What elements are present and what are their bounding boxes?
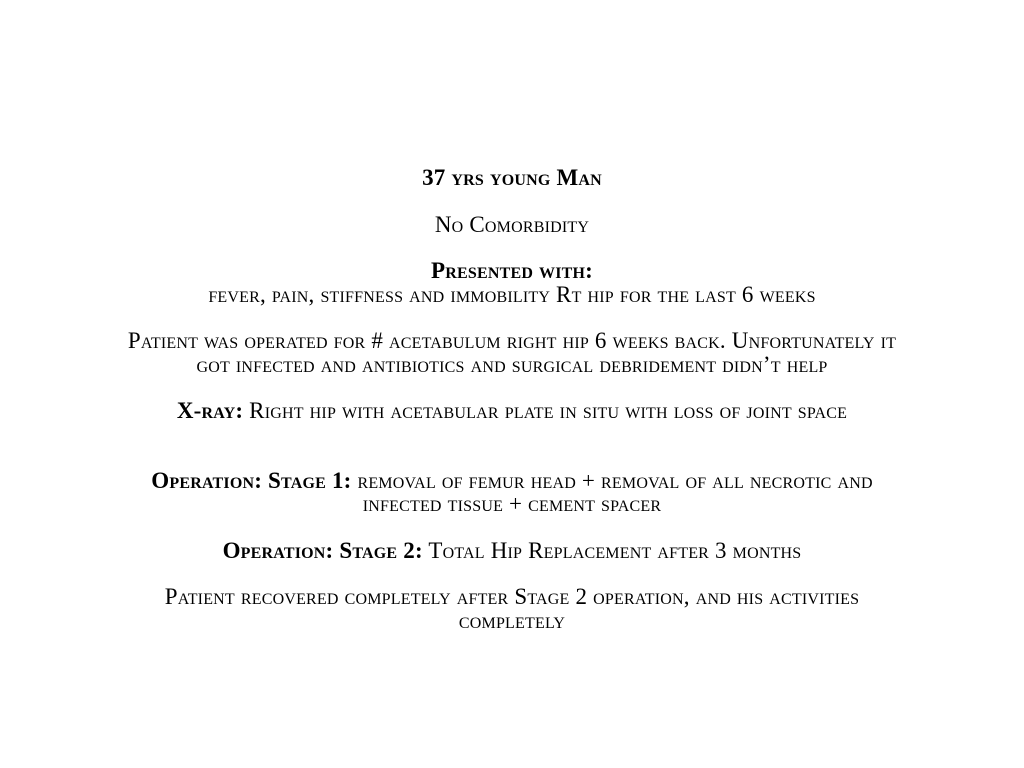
spacer xyxy=(40,236,984,259)
presented-heading: Presented with: xyxy=(430,258,594,283)
spacer xyxy=(40,423,984,469)
history-line-2: got infected and antibiotics and surgical debridement didn’t help xyxy=(196,351,828,377)
history-line-1: Patient was operated for # acetabulum right hip 6 weeks back. Unfortunately it xyxy=(127,328,897,353)
spacer xyxy=(40,562,984,585)
slide-content xyxy=(40,166,984,632)
stage2-label: Operation: Stage 2: xyxy=(222,537,423,563)
slide xyxy=(40,0,984,768)
outcome-line-1: Patient recovered completely after Stage 2 operation, and his activities xyxy=(164,584,860,609)
outcome-line-2: completely xyxy=(458,607,566,633)
comorbidity-text: No Comorbidity xyxy=(434,211,590,237)
patient-title: 37 yrs young Man xyxy=(422,165,602,190)
xray-text: Right hip with acetabular plate in situ with loss of joint space xyxy=(243,398,848,423)
stage1-label: Operation: Stage 1: xyxy=(151,467,352,493)
xray-label: X-ray: xyxy=(176,398,244,423)
spacer xyxy=(40,376,984,399)
spacer xyxy=(40,190,984,213)
stage1-text-line-2: infected tissue + cement spacer xyxy=(362,491,662,516)
xray-paragraph xyxy=(40,399,984,423)
stage2-paragraph xyxy=(40,539,984,563)
spacer xyxy=(40,306,984,329)
stage1-paragraph xyxy=(40,469,984,493)
spacer xyxy=(40,516,984,539)
stage2-text: Total Hip Replacement after 3 months xyxy=(422,537,802,563)
stage1-text-line-1: removal of femur head + removal of all necrotic and xyxy=(351,467,873,493)
presented-text: fever, pain, stiffness and immobility Rt hip for the last 6 weeks xyxy=(208,281,816,307)
